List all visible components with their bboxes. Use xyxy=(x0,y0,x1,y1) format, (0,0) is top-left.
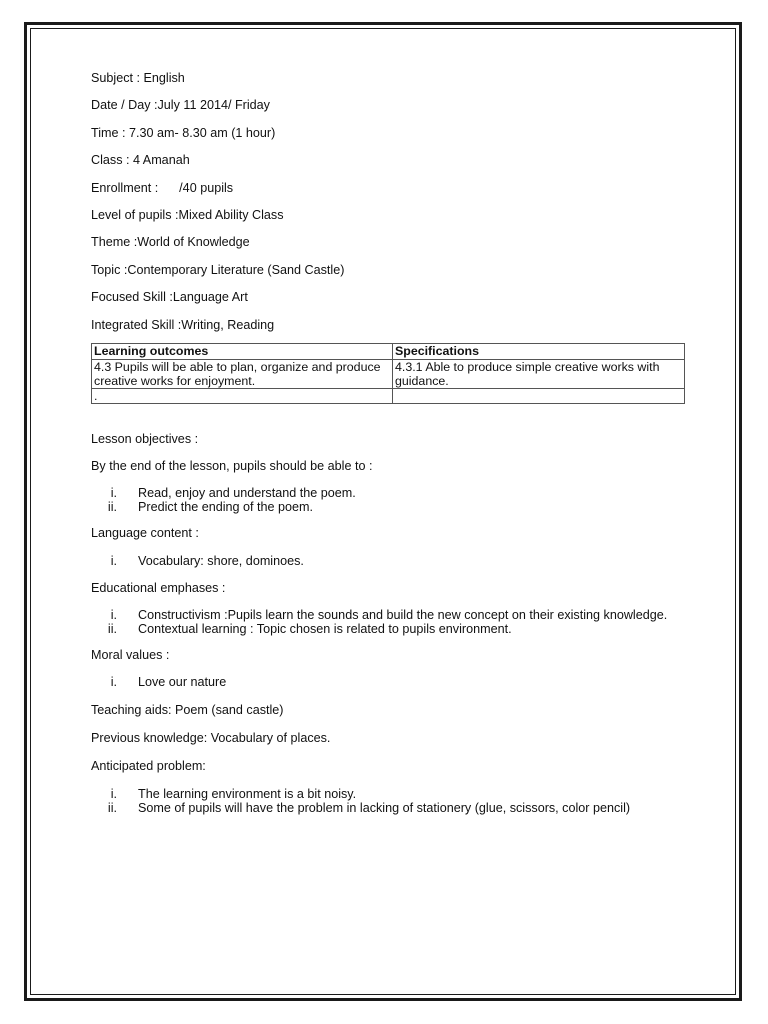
educational-emphases-list xyxy=(91,608,676,637)
list-item xyxy=(91,787,676,801)
table-cell: 4.3.1 Able to produce simple creative works with guidance. xyxy=(393,359,685,388)
previous-knowledge-line: Previous knowledge: Vocabulary of places. xyxy=(91,730,331,745)
list-item-text: Read, enjoy and understand the poem. xyxy=(138,485,356,500)
educational-emphases-heading: Educational emphases : xyxy=(91,580,226,595)
enrollment-line: Enrollment : /40 pupils xyxy=(91,180,234,195)
table-cell xyxy=(393,388,685,403)
table-row xyxy=(92,388,685,403)
learning-outcomes-table xyxy=(91,343,685,404)
list-number: i. xyxy=(110,485,117,500)
list-item xyxy=(91,608,676,622)
class-line: Class : 4 Amanah xyxy=(91,153,190,168)
focused-skill-line: Focused Skill :Language Art xyxy=(91,290,248,305)
list-item xyxy=(91,486,691,500)
list-item-text: Contextual learning : Topic chosen is related to pupils environment. xyxy=(138,621,512,636)
theme-line: Theme :World of Knowledge xyxy=(91,235,250,250)
list-item-text: Some of pupils will have the problem in lacking of stationery (glue, scissors, color pencil) xyxy=(138,801,631,816)
topic-line: Topic :Contemporary Literature (Sand Castle) xyxy=(91,262,345,277)
list-number: ii. xyxy=(107,621,117,636)
list-item xyxy=(91,622,676,636)
table-row xyxy=(92,359,685,388)
list-number: ii. xyxy=(107,499,117,514)
subject-line: Subject : English xyxy=(91,71,185,85)
list-item-text: Love our nature xyxy=(138,675,227,690)
table-header-specifications: Specifications xyxy=(393,343,685,359)
list-item-text: Predict the ending of the poem. xyxy=(138,499,314,514)
moral-values-list xyxy=(91,675,691,689)
teaching-aids-line: Teaching aids: Poem (sand castle) xyxy=(91,702,284,717)
list-item xyxy=(91,500,691,514)
time-line: Time : 7.30 am- 8.30 am (1 hour) xyxy=(91,125,276,140)
table-header-row xyxy=(92,343,685,359)
date-line: Date / Day :July 11 2014/ Friday xyxy=(91,98,270,113)
anticipated-problem-heading: Anticipated problem: xyxy=(91,758,206,773)
list-number: i. xyxy=(110,607,117,622)
list-item xyxy=(91,801,676,815)
list-number: i. xyxy=(110,786,117,801)
lesson-plan-content xyxy=(91,70,691,815)
list-item-text: The learning environment is a bit noisy. xyxy=(138,786,357,801)
list-item-text: Constructivism :Pupils learn the sounds and build the new concept on their existing knowledge. xyxy=(138,607,668,622)
lesson-objectives-list xyxy=(91,486,691,515)
table-header-learning-outcomes: Learning outcomes xyxy=(92,343,393,359)
list-number: ii. xyxy=(107,801,117,816)
list-item xyxy=(91,554,691,568)
anticipated-problem-list xyxy=(91,787,676,816)
language-content-heading: Language content : xyxy=(91,526,199,541)
list-number: i. xyxy=(110,675,117,690)
table-cell: . xyxy=(92,388,393,403)
language-content-list xyxy=(91,554,691,568)
list-item xyxy=(91,675,691,689)
lesson-objectives-intro: By the end of the lesson, pupils should be able to : xyxy=(91,458,373,473)
list-number: i. xyxy=(110,554,117,569)
integrated-skill-line: Integrated Skill :Writing, Reading xyxy=(91,317,275,332)
moral-values-heading: Moral values : xyxy=(91,648,170,663)
lesson-objectives-heading: Lesson objectives : xyxy=(91,431,199,446)
level-line: Level of pupils :Mixed Ability Class xyxy=(91,207,284,222)
list-item-text: Vocabulary: shore, dominoes. xyxy=(138,554,304,569)
table-cell: 4.3 Pupils will be able to plan, organize and produce creative works for enjoyment. xyxy=(92,359,393,388)
